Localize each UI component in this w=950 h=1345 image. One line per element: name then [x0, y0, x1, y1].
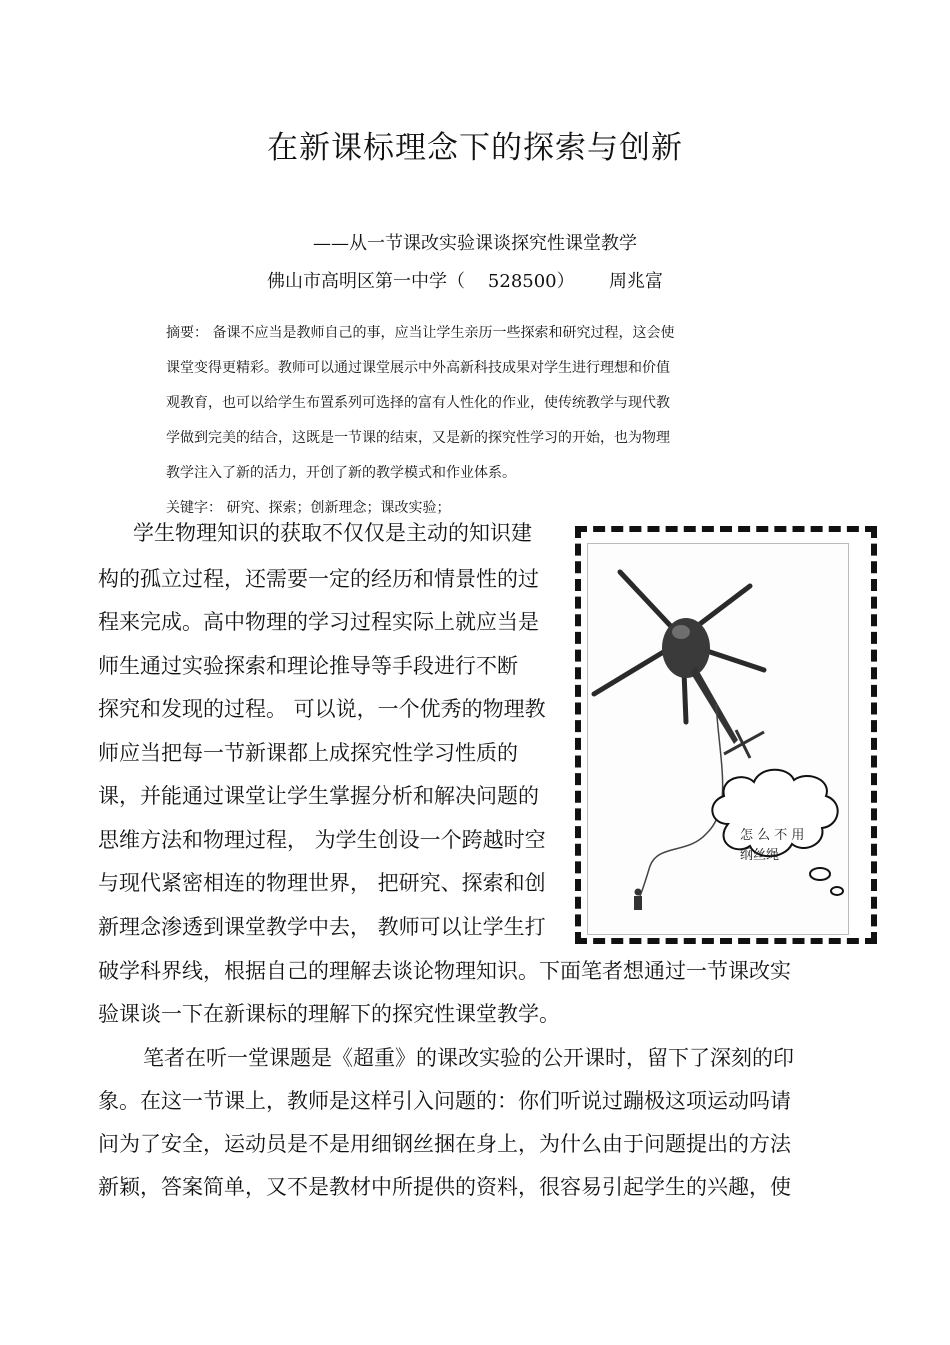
- body-line: 构的孤立过程，还需要一定的经历和情景性的过: [98, 567, 539, 591]
- abstract-line: 教学注入了新的活力，开创了新的教学模式和作业体系。: [166, 465, 516, 481]
- abstract-line: 学做到完美的结合，这既是一节课的结束，又是新的探究性学习的开始，也为物理: [166, 430, 670, 446]
- body-line: 与现代紧密相连的物理世界， 把研究、探索和创: [98, 871, 546, 895]
- body-line: 探究和发现的过程。 可以说，一个优秀的物理教: [98, 697, 546, 721]
- article-title: 在新课标理念下的探索与创新: [267, 130, 683, 166]
- thought-bubble-text: [740, 826, 804, 866]
- abstract-line: 观教育，也可以给学生布置系列可选择的富有人性化的作业，使传统教学与现代教: [166, 395, 670, 411]
- helicopter-figure: [587, 543, 849, 935]
- body-line: 师生通过实验探索和理论推导等手段进行不断: [98, 654, 518, 678]
- thought-bubble-line: 纲丝绳: [740, 848, 780, 863]
- body-line: 程来完成。高中物理的学习过程实际上就应当是: [98, 610, 539, 634]
- body-line: 新颖，答案简单，又不是教材中所提供的资料，很容易引起学生的兴趣，使: [98, 1175, 791, 1199]
- author-affiliation: 佛山市高明区第一中学（ 528500） 周兆富: [267, 271, 663, 292]
- body-line: 破学科界线，根据自己的理解去谈论物理知识。下面笔者想通过一节课改实: [98, 959, 791, 983]
- abstract-line: 摘要： 备课不应当是教师自己的事，应当让学生亲历一些探索和研究过程，这会使: [166, 325, 675, 341]
- article-subtitle: ——从一节课改实验课谈探究性课堂教学: [313, 233, 637, 254]
- keywords-line: 关键字： 研究、探索；创新理念；课改实验；: [166, 500, 451, 516]
- body-line: 课，并能通过课堂让学生掌握分析和解决问题的: [98, 784, 539, 808]
- body-line: 思维方法和物理过程， 为学生创设一个跨越时空: [98, 828, 546, 852]
- body-line: 学生物理知识的获取不仅仅是主动的知识建: [133, 521, 532, 545]
- body-line: 象。在这一节课上，教师是这样引入问题的：你们听说过蹦极这项运动吗请: [98, 1089, 791, 1113]
- body-line: 新理念渗透到课堂教学中去， 教师可以让学生打: [98, 915, 546, 939]
- body-line: 笔者在听一堂课题是《超重》的课改实验的公开课时，留下了深刻的印: [143, 1046, 794, 1070]
- body-line: 验课谈一下在新课标的理解下的探究性课堂教学。: [98, 1002, 560, 1026]
- abstract-line: 课堂变得更精彩。教师可以通过课堂展示中外高新科技成果对学生进行理想和价值: [166, 360, 670, 376]
- abstract-block: [166, 316, 716, 526]
- body-line: 师应当把每一节新课都上成探究性学习性质的: [98, 741, 518, 765]
- helicopter-illustration: [588, 544, 848, 934]
- body-line: 问为了安全，运动员是不是用细钢丝捆在身上，为什么由于问题提出的方法: [98, 1132, 791, 1156]
- thought-bubble-line: 怎 么 不 用: [740, 828, 805, 843]
